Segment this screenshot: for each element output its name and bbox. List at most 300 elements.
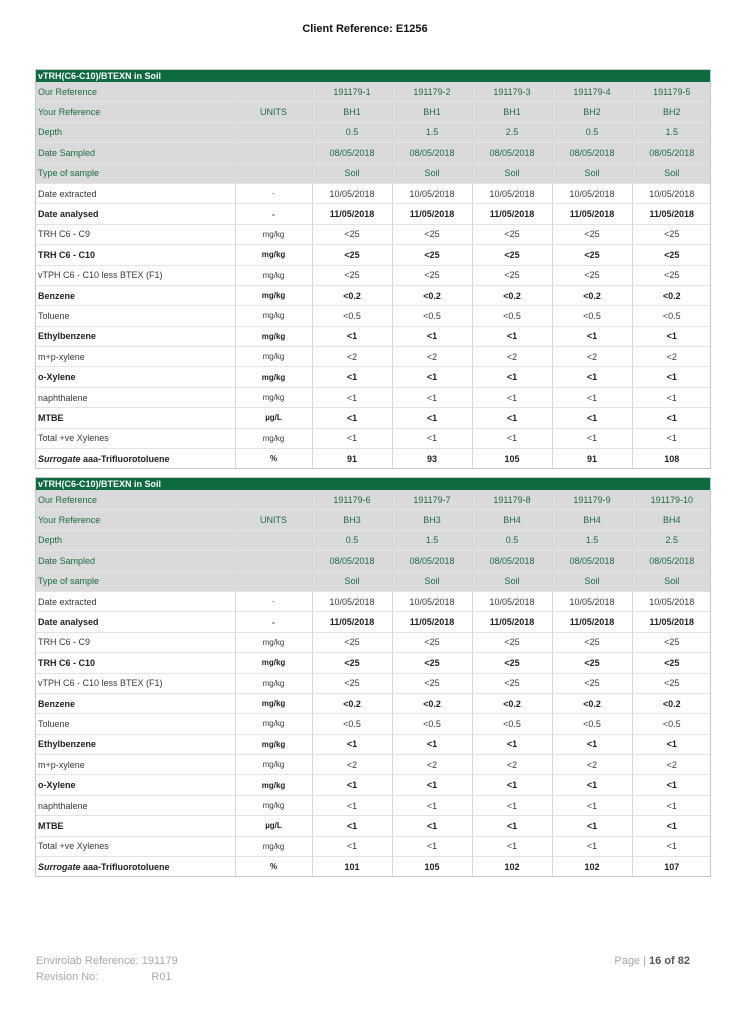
result-value: <1 <box>472 836 552 856</box>
unit-cell: mg/kg <box>235 306 312 326</box>
sample-date-sampled: 08/05/2018 <box>552 143 632 163</box>
result-value: <0.5 <box>392 714 472 734</box>
units-cell: UNITS <box>235 510 312 530</box>
header-row <box>35 551 711 571</box>
sample-our-ref: 191179-2 <box>392 82 472 102</box>
result-value: <1 <box>312 795 392 815</box>
analyte-label: vTPH C6 - C10 less BTEX (F1) <box>35 265 235 285</box>
result-value: 102 <box>472 857 552 877</box>
result-value: <0.5 <box>392 306 472 326</box>
sample-your-ref: BH2 <box>552 102 632 122</box>
analyte-label: Date extracted <box>35 591 235 611</box>
unit-cell: mg/kg <box>235 836 312 856</box>
result-value: <25 <box>552 632 632 652</box>
result-value: <25 <box>472 632 552 652</box>
results-table <box>35 477 711 877</box>
sample-type: Soil <box>472 571 552 591</box>
unit-cell: mg/kg <box>235 632 312 652</box>
result-value: <1 <box>472 775 552 795</box>
sample-depth: 2.5 <box>472 122 552 142</box>
result-value: <0.5 <box>632 306 711 326</box>
header-label: Our Reference <box>35 490 235 510</box>
unit-cell: µg/L <box>235 408 312 428</box>
unit-cell: mg/kg <box>235 265 312 285</box>
result-value: <0.2 <box>552 285 632 305</box>
analyte-label: Toluene <box>35 714 235 734</box>
surrogate-prefix: Surrogate <box>38 861 81 872</box>
sample-our-ref: 191179-4 <box>552 82 632 102</box>
sample-date-sampled: 08/05/2018 <box>392 143 472 163</box>
unit-cell: - <box>235 204 312 224</box>
unit-cell: % <box>235 857 312 877</box>
sample-depth: 0.5 <box>312 530 392 550</box>
sample-date-sampled: 08/05/2018 <box>392 551 472 571</box>
result-value: <1 <box>312 775 392 795</box>
header-row <box>35 510 711 530</box>
sample-your-ref: BH3 <box>312 510 392 530</box>
sample-our-ref: 191179-6 <box>312 490 392 510</box>
header-label: Our Reference <box>35 82 235 102</box>
analyte-label: Ethylbenzene <box>35 326 235 346</box>
result-value: 11/05/2018 <box>472 612 552 632</box>
header-label: Type of sample <box>35 571 235 591</box>
result-value: <1 <box>552 367 632 387</box>
analyte-label: naphthalene <box>35 387 235 407</box>
revision-label: Revision No: <box>36 971 99 983</box>
header-row <box>35 490 711 510</box>
result-value: <25 <box>472 673 552 693</box>
result-value: <1 <box>392 387 472 407</box>
result-value: <0.2 <box>632 693 711 713</box>
sample-depth: 1.5 <box>392 122 472 142</box>
result-value: <2 <box>472 755 552 775</box>
result-value: <25 <box>632 653 711 673</box>
result-value: <0.5 <box>472 306 552 326</box>
result-value: <1 <box>472 408 552 428</box>
result-value: <1 <box>472 816 552 836</box>
result-value: <1 <box>312 367 392 387</box>
table-row <box>35 816 711 836</box>
result-value: <1 <box>552 734 632 754</box>
sample-type: Soil <box>552 571 632 591</box>
result-value: <2 <box>552 347 632 367</box>
result-value: <0.5 <box>632 714 711 734</box>
result-value: <25 <box>552 245 632 265</box>
table-row <box>35 387 711 407</box>
sample-type: Soil <box>632 571 711 591</box>
result-value: <25 <box>312 224 392 244</box>
sample-our-ref: 191179-8 <box>472 490 552 510</box>
header-label: Depth <box>35 122 235 142</box>
result-value: <25 <box>472 245 552 265</box>
result-value: <0.5 <box>312 306 392 326</box>
result-value: <1 <box>472 734 552 754</box>
result-value: 10/05/2018 <box>312 183 392 203</box>
analyte-label: Total +ve Xylenes <box>35 836 235 856</box>
sample-depth: 2.5 <box>632 530 711 550</box>
result-value: 10/05/2018 <box>552 183 632 203</box>
result-value: <2 <box>392 755 472 775</box>
result-value: <1 <box>552 428 632 448</box>
table-row <box>35 204 711 224</box>
unit-cell: - <box>235 612 312 632</box>
result-value: <1 <box>312 816 392 836</box>
table-row <box>35 367 711 387</box>
table-title: vTRH(C6-C10)/BTEXN in Soil <box>35 477 711 490</box>
table-title-row <box>35 69 711 82</box>
result-value: <1 <box>552 836 632 856</box>
header-row <box>35 143 711 163</box>
envirolab-ref-label: Envirolab Reference: <box>36 955 139 967</box>
result-value: 93 <box>392 449 472 469</box>
table-row <box>35 449 711 469</box>
units-cell <box>235 551 312 571</box>
sample-type: Soil <box>392 163 472 183</box>
header-row <box>35 571 711 591</box>
units-cell <box>235 163 312 183</box>
table-row <box>35 836 711 856</box>
sample-your-ref: BH4 <box>632 510 711 530</box>
analyte-label: m+p-xylene <box>35 755 235 775</box>
surrogate-prefix: Surrogate <box>38 453 81 464</box>
header-row <box>35 102 711 122</box>
result-value: <2 <box>312 755 392 775</box>
analyte-label: Benzene <box>35 693 235 713</box>
result-value: <1 <box>392 428 472 448</box>
units-cell <box>235 571 312 591</box>
page-value: 16 of 82 <box>649 955 690 967</box>
table-row <box>35 265 711 285</box>
result-value: <1 <box>632 734 711 754</box>
analyte-label: TRH C6 - C10 <box>35 653 235 673</box>
result-value: <25 <box>552 653 632 673</box>
result-value: 10/05/2018 <box>392 591 472 611</box>
result-value: <0.5 <box>312 714 392 734</box>
result-value: <1 <box>632 326 711 346</box>
result-value: <1 <box>552 816 632 836</box>
result-value: <1 <box>312 408 392 428</box>
analyte-label: naphthalene <box>35 795 235 815</box>
result-value: <1 <box>472 367 552 387</box>
unit-cell: mg/kg <box>235 224 312 244</box>
result-value: <25 <box>632 632 711 652</box>
result-value: <25 <box>472 265 552 285</box>
sample-type: Soil <box>312 571 392 591</box>
table-row <box>35 306 711 326</box>
sample-our-ref: 191179-1 <box>312 82 392 102</box>
result-value: <0.5 <box>472 714 552 734</box>
sample-your-ref: BH1 <box>392 102 472 122</box>
sample-our-ref: 191179-3 <box>472 82 552 102</box>
unit-cell: mg/kg <box>235 367 312 387</box>
analyte-label: Benzene <box>35 285 235 305</box>
result-value: 105 <box>472 449 552 469</box>
unit-cell: mg/kg <box>235 387 312 407</box>
analyte-label: Ethylbenzene <box>35 734 235 754</box>
result-value: <25 <box>312 673 392 693</box>
result-value: 91 <box>552 449 632 469</box>
result-value: <1 <box>472 387 552 407</box>
table-row <box>35 857 711 877</box>
unit-cell: mg/kg <box>235 285 312 305</box>
header-row <box>35 122 711 142</box>
units-cell <box>235 122 312 142</box>
sample-your-ref: BH3 <box>392 510 472 530</box>
result-value: 11/05/2018 <box>312 204 392 224</box>
sample-type: Soil <box>552 163 632 183</box>
result-value: <25 <box>312 265 392 285</box>
table-row <box>35 612 711 632</box>
result-value: 108 <box>632 449 711 469</box>
result-value: <1 <box>472 428 552 448</box>
result-value: <0.2 <box>312 285 392 305</box>
result-value: <0.2 <box>632 285 711 305</box>
result-value: 11/05/2018 <box>392 204 472 224</box>
table-row <box>35 795 711 815</box>
analyte-label: Date extracted <box>35 183 235 203</box>
result-value: <1 <box>312 387 392 407</box>
sample-depth: 0.5 <box>312 122 392 142</box>
result-value: <25 <box>632 245 711 265</box>
result-value: <25 <box>632 265 711 285</box>
result-value: 105 <box>392 857 472 877</box>
table-row <box>35 714 711 734</box>
header-label: Depth <box>35 530 235 550</box>
sample-depth: 1.5 <box>392 530 472 550</box>
table-title-row <box>35 477 711 490</box>
analyte-label: TRH C6 - C9 <box>35 224 235 244</box>
result-value: 101 <box>312 857 392 877</box>
header-row <box>35 530 711 550</box>
result-value: <1 <box>632 816 711 836</box>
unit-cell: mg/kg <box>235 714 312 734</box>
result-value: <1 <box>392 836 472 856</box>
result-value: <1 <box>552 326 632 346</box>
result-value: <25 <box>312 653 392 673</box>
result-value: <25 <box>472 224 552 244</box>
result-value: <0.5 <box>552 714 632 734</box>
result-value: 11/05/2018 <box>472 204 552 224</box>
unit-cell: mg/kg <box>235 795 312 815</box>
result-value: <1 <box>392 775 472 795</box>
result-value: <1 <box>552 775 632 795</box>
result-value: 10/05/2018 <box>632 591 711 611</box>
client-reference: Client Reference: E1256 <box>302 23 428 35</box>
table-row <box>35 347 711 367</box>
analyte-label: TRH C6 - C9 <box>35 632 235 652</box>
result-value: <1 <box>392 795 472 815</box>
result-value: <25 <box>392 224 472 244</box>
result-value: 102 <box>552 857 632 877</box>
sample-depth: 0.5 <box>472 530 552 550</box>
units-cell <box>235 490 312 510</box>
unit-cell: mg/kg <box>235 693 312 713</box>
table-row <box>35 408 711 428</box>
footer-left <box>36 953 178 985</box>
result-value: 10/05/2018 <box>632 183 711 203</box>
units-cell <box>235 530 312 550</box>
analyte-label: Surrogate aaa-Trifluorotoluene <box>35 857 235 877</box>
sample-date-sampled: 08/05/2018 <box>632 143 711 163</box>
analyte-label: Surrogate aaa-Trifluorotoluene <box>35 449 235 469</box>
result-value: 91 <box>312 449 392 469</box>
result-value: <1 <box>632 775 711 795</box>
result-value: 11/05/2018 <box>312 612 392 632</box>
result-value: <25 <box>392 632 472 652</box>
table-row <box>35 224 711 244</box>
result-value: <1 <box>392 326 472 346</box>
analyte-label: Total +ve Xylenes <box>35 428 235 448</box>
page-label: Page | <box>614 955 646 967</box>
result-value: <1 <box>472 795 552 815</box>
page-number <box>614 955 690 967</box>
result-value: <1 <box>312 836 392 856</box>
revision-value: R01 <box>151 971 172 983</box>
result-value: <1 <box>392 408 472 428</box>
result-value: 10/05/2018 <box>392 183 472 203</box>
result-value: <25 <box>552 224 632 244</box>
unit-cell: % <box>235 449 312 469</box>
analyte-label: o-Xylene <box>35 775 235 795</box>
analyte-label: m+p-xylene <box>35 347 235 367</box>
results-table <box>35 69 711 469</box>
result-value: <1 <box>312 428 392 448</box>
result-value: <25 <box>632 224 711 244</box>
sample-our-ref: 191179-5 <box>632 82 711 102</box>
table-row <box>35 245 711 265</box>
header-row <box>35 163 711 183</box>
result-value: <2 <box>472 347 552 367</box>
unit-cell: - <box>235 183 312 203</box>
sample-type: Soil <box>632 163 711 183</box>
unit-cell: mg/kg <box>235 653 312 673</box>
table-row <box>35 673 711 693</box>
unit-cell: mg/kg <box>235 673 312 693</box>
analyte-label: Date analysed <box>35 204 235 224</box>
analyte-label: vTPH C6 - C10 less BTEX (F1) <box>35 673 235 693</box>
sample-depth: 0.5 <box>552 122 632 142</box>
result-value: <0.2 <box>312 693 392 713</box>
analyte-label: TRH C6 - C10 <box>35 245 235 265</box>
result-value: <25 <box>312 632 392 652</box>
result-value: <0.2 <box>392 285 472 305</box>
result-value: 10/05/2018 <box>552 591 632 611</box>
result-value: <1 <box>552 408 632 428</box>
result-value: <25 <box>392 653 472 673</box>
sample-your-ref: BH4 <box>552 510 632 530</box>
result-value: <1 <box>632 387 711 407</box>
units-cell <box>235 143 312 163</box>
result-value: <25 <box>392 265 472 285</box>
sample-depth: 1.5 <box>552 530 632 550</box>
table-row <box>35 775 711 795</box>
result-value: <0.2 <box>392 693 472 713</box>
result-value: 11/05/2018 <box>632 612 711 632</box>
result-value: <1 <box>632 836 711 856</box>
result-value: <0.2 <box>552 693 632 713</box>
result-value: <2 <box>632 347 711 367</box>
result-value: 107 <box>632 857 711 877</box>
table-row <box>35 285 711 305</box>
result-value: <25 <box>392 673 472 693</box>
sample-date-sampled: 08/05/2018 <box>552 551 632 571</box>
sample-our-ref: 191179-10 <box>632 490 711 510</box>
result-value: 11/05/2018 <box>392 612 472 632</box>
table-title: vTRH(C6-C10)/BTEXN in Soil <box>35 69 711 82</box>
envirolab-ref-value: 191179 <box>141 955 178 967</box>
result-value: <25 <box>392 245 472 265</box>
unit-cell: µg/L <box>235 816 312 836</box>
analyte-label: Date analysed <box>35 612 235 632</box>
sample-type: Soil <box>392 571 472 591</box>
result-value: <1 <box>312 326 392 346</box>
sample-your-ref: BH1 <box>312 102 392 122</box>
result-value: <1 <box>632 428 711 448</box>
header-label: Your Reference <box>35 510 235 530</box>
unit-cell: mg/kg <box>235 245 312 265</box>
sample-type: Soil <box>472 163 552 183</box>
result-value: 11/05/2018 <box>552 204 632 224</box>
sample-type: Soil <box>312 163 392 183</box>
unit-cell: mg/kg <box>235 755 312 775</box>
header-label: Your Reference <box>35 102 235 122</box>
analyte-label: MTBE <box>35 816 235 836</box>
result-value: <25 <box>552 265 632 285</box>
result-value: <2 <box>632 755 711 775</box>
sample-date-sampled: 08/05/2018 <box>312 551 392 571</box>
header-row <box>35 82 711 102</box>
units-cell <box>235 82 312 102</box>
sample-date-sampled: 08/05/2018 <box>472 551 552 571</box>
unit-cell: mg/kg <box>235 326 312 346</box>
result-value: 10/05/2018 <box>472 183 552 203</box>
result-value: <1 <box>392 734 472 754</box>
result-value: <25 <box>312 245 392 265</box>
result-value: <0.2 <box>472 693 552 713</box>
unit-cell: mg/kg <box>235 775 312 795</box>
result-value: <1 <box>632 367 711 387</box>
result-value: <2 <box>312 347 392 367</box>
table-row <box>35 755 711 775</box>
result-value: 11/05/2018 <box>632 204 711 224</box>
result-value: <1 <box>392 367 472 387</box>
table-row <box>35 591 711 611</box>
table-row <box>35 653 711 673</box>
unit-cell: mg/kg <box>235 347 312 367</box>
result-value: <1 <box>312 734 392 754</box>
result-value: <1 <box>552 387 632 407</box>
table-row <box>35 428 711 448</box>
unit-cell: mg/kg <box>235 428 312 448</box>
sample-date-sampled: 08/05/2018 <box>472 143 552 163</box>
result-value: <1 <box>632 408 711 428</box>
units-cell: UNITS <box>235 102 312 122</box>
header-label: Date Sampled <box>35 551 235 571</box>
sample-your-ref: BH2 <box>632 102 711 122</box>
sample-your-ref: BH4 <box>472 510 552 530</box>
result-value: <25 <box>472 653 552 673</box>
sample-date-sampled: 08/05/2018 <box>632 551 711 571</box>
header-label: Type of sample <box>35 163 235 183</box>
analyte-label: Toluene <box>35 306 235 326</box>
result-value: <25 <box>632 673 711 693</box>
result-value: <1 <box>392 816 472 836</box>
analyte-label: MTBE <box>35 408 235 428</box>
header-label: Date Sampled <box>35 143 235 163</box>
result-value: <0.5 <box>552 306 632 326</box>
table-row <box>35 183 711 203</box>
result-value: 10/05/2018 <box>312 591 392 611</box>
